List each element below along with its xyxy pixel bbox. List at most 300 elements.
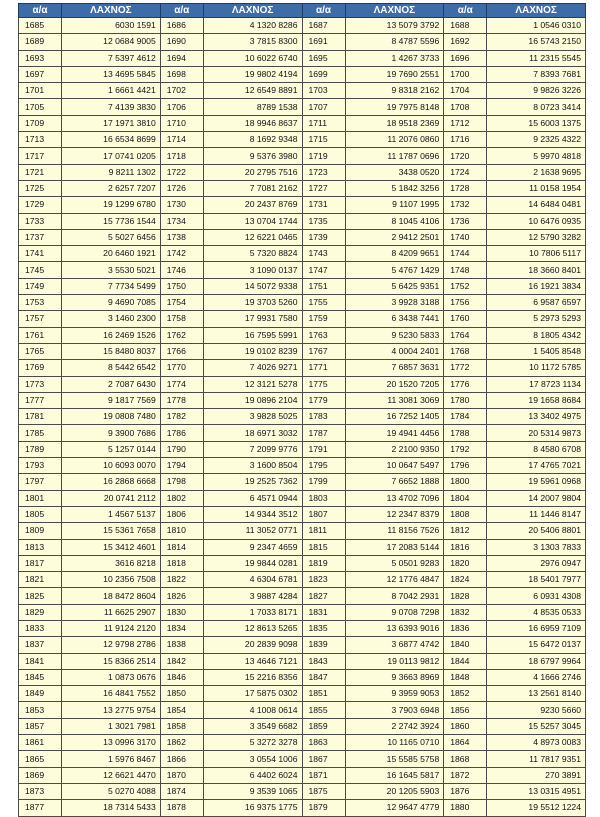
lottery-number-cell: 19 5512 1224 — [487, 800, 586, 816]
lottery-number-cell: 19 0102 8239 — [203, 343, 302, 359]
lottery-number-cell: 19 0896 2104 — [203, 392, 302, 408]
row-index-cell: 1868 — [444, 751, 487, 767]
lottery-number-cell: 20 2437 8769 — [203, 197, 302, 213]
lottery-number-cell: 19 7690 2551 — [345, 66, 444, 82]
row-index-cell: 1823 — [302, 572, 345, 588]
lottery-number-cell: 13 2775 9754 — [62, 702, 161, 718]
lottery-number-cell: 16 1921 3834 — [487, 278, 586, 294]
lottery-number-cell: 20 5314 9873 — [487, 425, 586, 441]
row-index-cell: 1827 — [302, 588, 345, 604]
lottery-number-cell: 8 4580 6708 — [487, 441, 586, 457]
row-index-cell: 1754 — [160, 295, 203, 311]
lottery-number-cell: 15 6003 1375 — [487, 115, 586, 131]
row-index-cell: 1828 — [444, 588, 487, 604]
row-index-cell: 1878 — [160, 800, 203, 816]
lottery-number-cell: 1 0546 0310 — [487, 18, 586, 34]
row-index-cell: 1860 — [444, 718, 487, 734]
lottery-number-cell: 3 3549 6682 — [203, 718, 302, 734]
row-index-cell: 1779 — [302, 392, 345, 408]
row-index-cell: 1770 — [160, 360, 203, 376]
row-index-cell: 1702 — [160, 83, 203, 99]
lottery-number-cell: 15 8480 8037 — [62, 343, 161, 359]
lottery-number-cell: 2 9412 2501 — [345, 229, 444, 245]
row-index-cell: 1696 — [444, 50, 487, 66]
lottery-number-cell: 3 1303 7833 — [487, 539, 586, 555]
lottery-number-cell: 3 7903 6948 — [345, 702, 444, 718]
table-row — [19, 409, 586, 425]
table-row — [19, 490, 586, 506]
lottery-number-cell: 5 4767 1429 — [345, 262, 444, 278]
lottery-number-cell: 1 3021 7981 — [62, 718, 161, 734]
row-index-cell: 1778 — [160, 392, 203, 408]
lottery-number-cell: 19 1299 6780 — [62, 197, 161, 213]
row-index-cell: 1870 — [160, 767, 203, 783]
row-index-cell: 1734 — [160, 213, 203, 229]
row-index-cell: 1719 — [302, 148, 345, 164]
row-index-cell: 1713 — [19, 132, 62, 148]
lottery-number-cell: 16 6534 8699 — [62, 132, 161, 148]
lottery-number-cell: 13 4702 7096 — [345, 490, 444, 506]
row-index-cell: 1698 — [160, 66, 203, 82]
row-index-cell: 1711 — [302, 115, 345, 131]
row-index-cell: 1840 — [444, 637, 487, 653]
row-index-cell: 1739 — [302, 229, 345, 245]
table-row — [19, 229, 586, 245]
table-row — [19, 767, 586, 783]
lottery-number-cell: 4 8973 0083 — [487, 735, 586, 751]
lottery-number-cell: 9 8211 1302 — [62, 164, 161, 180]
table-row — [19, 197, 586, 213]
lottery-number-cell: 1 0873 0676 — [62, 669, 161, 685]
row-index-cell: 1810 — [160, 523, 203, 539]
table-row — [19, 783, 586, 799]
row-index-cell: 1826 — [160, 588, 203, 604]
lottery-number-cell: 12 1776 4847 — [345, 572, 444, 588]
lottery-number-cell: 12 3121 5278 — [203, 376, 302, 392]
row-index-cell: 1708 — [444, 99, 487, 115]
row-index-cell: 1847 — [302, 669, 345, 685]
table-row — [19, 539, 586, 555]
table-row — [19, 132, 586, 148]
lottery-number-cell: 14 2007 9804 — [487, 490, 586, 506]
lottery-number-cell: 9 3663 8969 — [345, 669, 444, 685]
lottery-number-cell: 10 1165 0710 — [345, 735, 444, 751]
row-index-cell: 1751 — [302, 278, 345, 294]
row-index-cell: 1869 — [19, 767, 62, 783]
row-index-cell: 1818 — [160, 555, 203, 571]
lottery-number-cell: 16 6959 7109 — [487, 620, 586, 636]
row-index-cell: 1752 — [444, 278, 487, 294]
lottery-number-cell: 3 9887 4284 — [203, 588, 302, 604]
table-row — [19, 66, 586, 82]
lottery-number-cell: 10 6093 0070 — [62, 458, 161, 474]
lottery-number-cell: 20 2795 7516 — [203, 164, 302, 180]
lottery-number-cell: 16 9375 1775 — [203, 800, 302, 816]
lottery-number-cell: 9 3959 9053 — [345, 686, 444, 702]
row-index-cell: 1761 — [19, 327, 62, 343]
row-index-cell: 1874 — [160, 783, 203, 799]
lottery-number-cell: 17 0741 0205 — [62, 148, 161, 164]
row-index-cell: 1760 — [444, 311, 487, 327]
row-index-cell: 1771 — [302, 360, 345, 376]
lottery-number-cell: 15 5257 3045 — [487, 718, 586, 734]
lottery-number-cell: 10 6476 0935 — [487, 213, 586, 229]
lottery-number-cell: 15 7736 1544 — [62, 213, 161, 229]
table-row — [19, 474, 586, 490]
row-index-cell: 1692 — [444, 34, 487, 50]
row-index-cell: 1715 — [302, 132, 345, 148]
row-index-cell: 1707 — [302, 99, 345, 115]
row-index-cell: 1856 — [444, 702, 487, 718]
lottery-number-cell: 20 5406 8801 — [487, 523, 586, 539]
row-index-cell: 1750 — [160, 278, 203, 294]
row-index-cell: 1808 — [444, 506, 487, 522]
row-index-cell: 1744 — [444, 246, 487, 262]
row-index-cell: 1833 — [19, 620, 62, 636]
lottery-number-cell: 19 0113 9812 — [345, 653, 444, 669]
row-index-cell: 1741 — [19, 246, 62, 262]
lottery-number-cell: 3 6877 4742 — [345, 637, 444, 653]
lottery-number-cell: 13 5079 3792 — [345, 18, 444, 34]
row-index-cell: 1782 — [160, 409, 203, 425]
lottery-number-cell: 5 6425 9351 — [345, 278, 444, 294]
lottery-number-cell: 19 7975 8148 — [345, 99, 444, 115]
lottery-number-cell: 8 0723 3414 — [487, 99, 586, 115]
lottery-number-cell: 1 4267 3733 — [345, 50, 444, 66]
lottery-number-cell: 18 5401 7977 — [487, 572, 586, 588]
lottery-number-cell: 16 2868 6668 — [62, 474, 161, 490]
row-index-cell: 1768 — [444, 343, 487, 359]
lottery-number-cell: 7 4026 9271 — [203, 360, 302, 376]
row-index-cell: 1791 — [302, 441, 345, 457]
row-index-cell: 1811 — [302, 523, 345, 539]
lottery-number-cell: 11 1787 0696 — [345, 148, 444, 164]
row-index-cell: 1851 — [302, 686, 345, 702]
row-index-cell: 1795 — [302, 458, 345, 474]
row-index-cell: 1838 — [160, 637, 203, 653]
table-row — [19, 262, 586, 278]
lottery-number-cell: 7 7081 2162 — [203, 180, 302, 196]
lottery-number-cell: 8 7042 2931 — [345, 588, 444, 604]
number-column-header: ΛΑΧΝΟΣ — [62, 4, 161, 18]
row-index-cell: 1843 — [302, 653, 345, 669]
row-index-cell: 1730 — [160, 197, 203, 213]
row-index-cell: 1703 — [302, 83, 345, 99]
lottery-number-cell: 19 5961 0968 — [487, 474, 586, 490]
lottery-number-cell: 5 0501 9283 — [345, 555, 444, 571]
row-index-cell: 1765 — [19, 343, 62, 359]
row-index-cell: 1804 — [444, 490, 487, 506]
lottery-number-cell: 12 6549 8891 — [203, 83, 302, 99]
table-row — [19, 343, 586, 359]
lottery-number-cell: 17 2083 5144 — [345, 539, 444, 555]
number-column-header: ΛΑΧΝΟΣ — [203, 4, 302, 18]
table-row — [19, 425, 586, 441]
row-index-cell: 1717 — [19, 148, 62, 164]
lottery-number-cell: 1 5405 8548 — [487, 343, 586, 359]
row-index-cell: 1709 — [19, 115, 62, 131]
lottery-number-cell: 8 4787 5596 — [345, 34, 444, 50]
lottery-number-cell: 12 2347 8379 — [345, 506, 444, 522]
row-index-cell: 1786 — [160, 425, 203, 441]
row-index-cell: 1733 — [19, 213, 62, 229]
row-index-cell: 1731 — [302, 197, 345, 213]
row-index-cell: 1722 — [160, 164, 203, 180]
row-index-cell: 1809 — [19, 523, 62, 539]
lottery-number-cell: 16 1645 5817 — [345, 767, 444, 783]
row-index-cell: 1848 — [444, 669, 487, 685]
lottery-number-cell: 13 0704 1744 — [203, 213, 302, 229]
lottery-number-cell: 1 4567 5137 — [62, 506, 161, 522]
table-row — [19, 637, 586, 653]
lottery-number-cell: 11 3081 3069 — [345, 392, 444, 408]
lottery-number-cell: 19 4941 4456 — [345, 425, 444, 441]
lottery-number-cell: 6 3438 7441 — [345, 311, 444, 327]
lottery-number-cell: 9 1107 1995 — [345, 197, 444, 213]
table-row — [19, 376, 586, 392]
row-index-cell: 1725 — [19, 180, 62, 196]
table-row — [19, 588, 586, 604]
row-index-cell: 1853 — [19, 702, 62, 718]
lottery-number-table — [18, 3, 586, 817]
row-index-cell: 1799 — [302, 474, 345, 490]
row-index-cell: 1689 — [19, 34, 62, 50]
row-index-cell: 1835 — [302, 620, 345, 636]
table-row — [19, 327, 586, 343]
row-index-cell: 1866 — [160, 751, 203, 767]
row-index-cell: 1762 — [160, 327, 203, 343]
table-row — [19, 718, 586, 734]
row-index-cell: 1716 — [444, 132, 487, 148]
lottery-number-cell: 1 5976 8467 — [62, 751, 161, 767]
lottery-number-cell: 6030 1591 — [62, 18, 161, 34]
row-index-cell: 1764 — [444, 327, 487, 343]
row-index-cell: 1723 — [302, 164, 345, 180]
lottery-number-cell: 19 9802 4194 — [203, 66, 302, 82]
lottery-number-cell: 19 1658 8684 — [487, 392, 586, 408]
lottery-number-cell: 8 1692 9348 — [203, 132, 302, 148]
lottery-number-cell: 12 9798 2786 — [62, 637, 161, 653]
lottery-number-cell: 15 3412 4601 — [62, 539, 161, 555]
lottery-number-cell: 3 5530 5021 — [62, 262, 161, 278]
table-row — [19, 441, 586, 457]
lottery-number-cell: 3 9828 5025 — [203, 409, 302, 425]
lottery-number-cell: 3 1460 2300 — [62, 311, 161, 327]
row-index-cell: 1688 — [444, 18, 487, 34]
row-index-cell: 1781 — [19, 409, 62, 425]
lottery-number-cell: 2 6257 7207 — [62, 180, 161, 196]
lottery-number-cell: 6 4402 6024 — [203, 767, 302, 783]
row-index-cell: 1873 — [19, 783, 62, 799]
row-index-cell: 1807 — [302, 506, 345, 522]
row-index-cell: 1706 — [160, 99, 203, 115]
lottery-number-cell: 3616 8218 — [62, 555, 161, 571]
lottery-number-cell: 17 9931 7580 — [203, 311, 302, 327]
row-index-cell: 1758 — [160, 311, 203, 327]
table-row — [19, 604, 586, 620]
row-index-cell: 1699 — [302, 66, 345, 82]
lottery-number-cell: 11 9124 2120 — [62, 620, 161, 636]
lottery-number-cell: 17 8723 1134 — [487, 376, 586, 392]
lottery-number-cell: 18 9946 8637 — [203, 115, 302, 131]
lottery-number-cell: 19 9844 0281 — [203, 555, 302, 571]
row-index-cell: 1685 — [19, 18, 62, 34]
lottery-number-cell: 5 1257 0144 — [62, 441, 161, 457]
lottery-number-cell: 15 2216 8356 — [203, 669, 302, 685]
row-index-cell: 1844 — [444, 653, 487, 669]
row-index-cell: 1687 — [302, 18, 345, 34]
lottery-number-cell: 270 3891 — [487, 767, 586, 783]
table-row — [19, 735, 586, 751]
row-index-cell: 1875 — [302, 783, 345, 799]
lottery-number-cell: 8 5442 6542 — [62, 360, 161, 376]
lottery-number-cell: 15 5361 7658 — [62, 523, 161, 539]
row-index-cell: 1787 — [302, 425, 345, 441]
row-index-cell: 1806 — [160, 506, 203, 522]
lottery-number-cell: 12 6621 4470 — [62, 767, 161, 783]
lottery-number-cell: 9 8318 2162 — [345, 83, 444, 99]
lottery-number-cell: 16 4841 7552 — [62, 686, 161, 702]
lottery-number-cell: 11 3052 0771 — [203, 523, 302, 539]
lottery-number-cell: 8 4209 9651 — [345, 246, 444, 262]
row-index-cell: 1780 — [444, 392, 487, 408]
lottery-number-cell: 2976 0947 — [487, 555, 586, 571]
row-index-cell: 1745 — [19, 262, 62, 278]
lottery-number-cell: 3 1600 8504 — [203, 458, 302, 474]
lottery-number-cell: 12 6221 0465 — [203, 229, 302, 245]
row-index-cell: 1690 — [160, 34, 203, 50]
row-index-cell: 1880 — [444, 800, 487, 816]
lottery-number-cell: 9 2347 4659 — [203, 539, 302, 555]
row-index-cell: 1822 — [160, 572, 203, 588]
lottery-number-cell: 9 5230 5833 — [345, 327, 444, 343]
lottery-number-cell: 11 6625 2907 — [62, 604, 161, 620]
lottery-number-cell: 20 6460 1921 — [62, 246, 161, 262]
lottery-number-cell: 17 5875 0302 — [203, 686, 302, 702]
lottery-number-cell: 17 4765 7021 — [487, 458, 586, 474]
row-index-cell: 1792 — [444, 441, 487, 457]
table-row — [19, 751, 586, 767]
lottery-number-cell: 7 5397 4612 — [62, 50, 161, 66]
row-index-cell: 1802 — [160, 490, 203, 506]
row-index-cell: 1816 — [444, 539, 487, 555]
row-index-cell: 1695 — [302, 50, 345, 66]
lottery-number-cell: 6 0931 4308 — [487, 588, 586, 604]
row-index-cell: 1817 — [19, 555, 62, 571]
row-index-cell: 1876 — [444, 783, 487, 799]
lottery-number-cell: 4 1320 8286 — [203, 18, 302, 34]
lottery-number-cell: 11 2315 5545 — [487, 50, 586, 66]
table-row — [19, 311, 586, 327]
lottery-number-cell: 11 0158 1954 — [487, 180, 586, 196]
row-index-cell: 1854 — [160, 702, 203, 718]
row-index-cell: 1812 — [444, 523, 487, 539]
table-row — [19, 555, 586, 571]
row-index-cell: 1746 — [160, 262, 203, 278]
row-index-cell: 1846 — [160, 669, 203, 685]
row-index-cell: 1877 — [19, 800, 62, 816]
table-row — [19, 83, 586, 99]
row-index-cell: 1793 — [19, 458, 62, 474]
index-column-header: α/α — [19, 4, 62, 18]
row-index-cell: 1720 — [444, 148, 487, 164]
lottery-number-cell: 4 1666 2746 — [487, 669, 586, 685]
row-index-cell: 1801 — [19, 490, 62, 506]
lottery-number-cell: 4 6304 6781 — [203, 572, 302, 588]
row-index-cell: 1724 — [444, 164, 487, 180]
lottery-number-cell: 12 9647 4779 — [345, 800, 444, 816]
lottery-number-cell: 2 7087 6430 — [62, 376, 161, 392]
lottery-number-cell: 8 1045 4106 — [345, 213, 444, 229]
row-index-cell: 1805 — [19, 506, 62, 522]
lottery-number-cell: 5 9970 4818 — [487, 148, 586, 164]
row-index-cell: 1755 — [302, 295, 345, 311]
table-row — [19, 506, 586, 522]
lottery-number-cell: 5 2973 5293 — [487, 311, 586, 327]
row-index-cell: 1834 — [160, 620, 203, 636]
row-index-cell: 1824 — [444, 572, 487, 588]
row-index-cell: 1784 — [444, 409, 487, 425]
row-index-cell: 1735 — [302, 213, 345, 229]
lottery-number-cell: 6 4571 0944 — [203, 490, 302, 506]
lottery-number-cell: 10 6022 6740 — [203, 50, 302, 66]
lottery-number-cell: 3438 0520 — [345, 164, 444, 180]
lottery-number-cell: 6 9587 6597 — [487, 295, 586, 311]
table-row — [19, 686, 586, 702]
row-index-cell: 1821 — [19, 572, 62, 588]
number-column-header: ΛΑΧΝΟΣ — [487, 4, 586, 18]
row-index-cell: 1718 — [160, 148, 203, 164]
lottery-number-cell: 13 0996 3170 — [62, 735, 161, 751]
row-index-cell: 1714 — [160, 132, 203, 148]
lottery-number-cell: 10 0647 5497 — [345, 458, 444, 474]
row-index-cell: 1794 — [160, 458, 203, 474]
lottery-number-cell: 8 1805 4342 — [487, 327, 586, 343]
lottery-number-cell: 4 0004 2401 — [345, 343, 444, 359]
lottery-number-cell: 20 2839 9098 — [203, 637, 302, 653]
table-row — [19, 702, 586, 718]
lottery-number-cell: 15 8366 2514 — [62, 653, 161, 669]
row-index-cell: 1712 — [444, 115, 487, 131]
lottery-number-cell: 9230 5660 — [487, 702, 586, 718]
lottery-number-cell: 1 6661 4421 — [62, 83, 161, 99]
row-index-cell: 1693 — [19, 50, 62, 66]
lottery-number-cell: 1 7033 8171 — [203, 604, 302, 620]
table-row — [19, 669, 586, 685]
row-index-cell: 1775 — [302, 376, 345, 392]
table-row — [19, 523, 586, 539]
row-index-cell: 1865 — [19, 751, 62, 767]
row-index-cell: 1772 — [444, 360, 487, 376]
row-index-cell: 1825 — [19, 588, 62, 604]
row-index-cell: 1732 — [444, 197, 487, 213]
row-index-cell: 1798 — [160, 474, 203, 490]
table-row — [19, 458, 586, 474]
table-row — [19, 213, 586, 229]
row-index-cell: 1785 — [19, 425, 62, 441]
table-row — [19, 295, 586, 311]
row-index-cell: 1797 — [19, 474, 62, 490]
table-row — [19, 18, 586, 34]
table-row — [19, 148, 586, 164]
row-index-cell: 1756 — [444, 295, 487, 311]
lottery-number-cell: 11 2076 0860 — [345, 132, 444, 148]
lottery-number-cell: 12 5790 3282 — [487, 229, 586, 245]
row-index-cell: 1753 — [19, 295, 62, 311]
lottery-number-cell: 10 7806 5117 — [487, 246, 586, 262]
lottery-number-cell: 19 3703 5260 — [203, 295, 302, 311]
table-row — [19, 246, 586, 262]
